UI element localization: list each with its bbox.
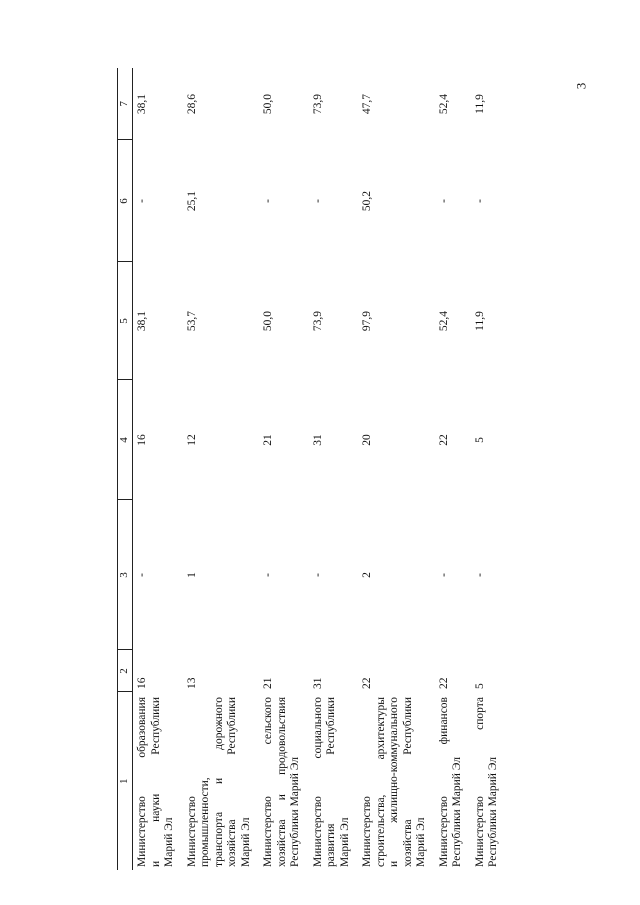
cell-c7: 11,9 (473, 94, 486, 114)
cell-c4: 12 (185, 434, 198, 446)
cell-c2: 22 (361, 677, 373, 689)
header-col-4: 4 (118, 380, 133, 500)
ministry-name-line: Министерство спорта (473, 697, 486, 867)
ministry-name-line: Министерство финансов (437, 697, 450, 867)
cell-c5: 50,0 (262, 310, 274, 332)
page-number: 3 (573, 82, 589, 90)
ministry-name-line: Республики Марий Эл (289, 756, 301, 867)
header-col-1: 1 (118, 692, 133, 870)
cell-c6: - (311, 199, 324, 203)
header-col-2: 2 (118, 650, 133, 692)
header-col-7: 7 (118, 68, 133, 140)
ministry-name-cell (435, 692, 471, 870)
cell-c4: 31 (311, 434, 324, 446)
ministry-name-line: Марий Эл (338, 817, 351, 867)
ministry-name-line: Министерство (185, 796, 198, 867)
ministry-name-line: хозяйства и продовольствия (275, 697, 288, 867)
ministry-name-line: хозяйства Республики (226, 697, 238, 867)
cell-c4: 21 (262, 434, 274, 446)
cell-c6: - (136, 199, 148, 203)
rotated-table-container (117, 68, 535, 870)
cell-c6: - (437, 199, 450, 203)
ministry-name-line: транспорта и дорожного (212, 697, 225, 867)
header-col-5: 5 (118, 262, 133, 380)
cell-c7: 50,0 (262, 93, 274, 115)
ministry-name-line: развития Республики (325, 697, 337, 867)
table-row (259, 68, 309, 870)
table-row (309, 68, 359, 870)
header-col-6: 6 (118, 140, 133, 262)
ministry-name-cell (183, 692, 260, 870)
cell-c2: 31 (311, 677, 324, 689)
ministry-name-cell (309, 692, 359, 870)
ministry-name-cell (358, 692, 435, 870)
cell-c7: 47,7 (361, 93, 373, 115)
cell-c6: - (473, 199, 486, 203)
cell-c2: 21 (262, 677, 274, 689)
ministry-name-line: Министерство (361, 796, 373, 867)
cell-c7: 38,1 (136, 93, 148, 115)
cell-c5: 52,4 (437, 310, 450, 332)
ministry-name-cell (471, 692, 507, 870)
table-row (471, 68, 507, 870)
cell-c6: - (262, 199, 274, 203)
cell-c7: 52,4 (437, 93, 450, 115)
ministry-name-line: Министерство сельского (262, 697, 274, 867)
ministry-name-line: Марий Эл (239, 817, 252, 867)
table-body (133, 68, 507, 870)
ministry-name-line: Министерство социального (311, 697, 324, 867)
cell-c3: - (262, 573, 274, 577)
cell-c3: 1 (185, 572, 198, 578)
ministry-name-line: Министерство образования (136, 697, 148, 867)
cell-c5: 38,1 (136, 310, 148, 332)
ministry-name-line: строительства, архитектуры (374, 697, 387, 867)
cell-c5: 53,7 (185, 310, 198, 332)
header-col-3: 3 (118, 500, 133, 650)
cell-c6: 25,1 (185, 190, 198, 212)
cell-c4: 16 (136, 434, 148, 446)
ministry-name-line: Марий Эл (163, 817, 175, 867)
cell-c2: 13 (185, 677, 198, 689)
table-row (435, 68, 471, 870)
cell-c3: - (136, 573, 148, 577)
ministry-name-line: Республики Марий Эл (487, 756, 499, 867)
ministry-name-line: и жилищно-коммунального (388, 697, 400, 867)
cell-c3: - (311, 573, 324, 577)
cell-c2: 5 (473, 683, 486, 689)
cell-c4: 5 (473, 437, 486, 443)
cell-c2: 22 (437, 677, 450, 689)
table-row (133, 68, 183, 870)
ministry-name-line: Марий Эл (415, 817, 427, 867)
cell-c4: 22 (437, 434, 450, 446)
cell-c5: 97,9 (361, 310, 373, 332)
cell-c2: 16 (136, 677, 148, 689)
ministry-name-line: промышленности, (199, 777, 211, 867)
ministry-name-cell (259, 692, 309, 870)
cell-c7: 73,9 (311, 93, 324, 115)
cell-c3: 2 (361, 572, 373, 578)
cell-c5: 73,9 (311, 310, 324, 332)
cell-c6: 50,2 (361, 190, 373, 212)
ministry-name-line: и науки Республики (149, 697, 162, 867)
cell-c3: - (437, 573, 450, 577)
table-row (183, 68, 260, 870)
ministry-name-line: хозяйства Республики (401, 697, 414, 867)
ministries-table (117, 68, 507, 870)
cell-c7: 28,6 (185, 93, 198, 115)
cell-c3: - (473, 573, 486, 577)
header-row (118, 68, 133, 870)
cell-c5: 11,9 (473, 311, 486, 331)
table-row (358, 68, 435, 870)
cell-c4: 20 (361, 434, 373, 446)
ministry-name-line: Республики Марий Эл (451, 756, 463, 867)
ministry-name-cell (133, 692, 183, 870)
